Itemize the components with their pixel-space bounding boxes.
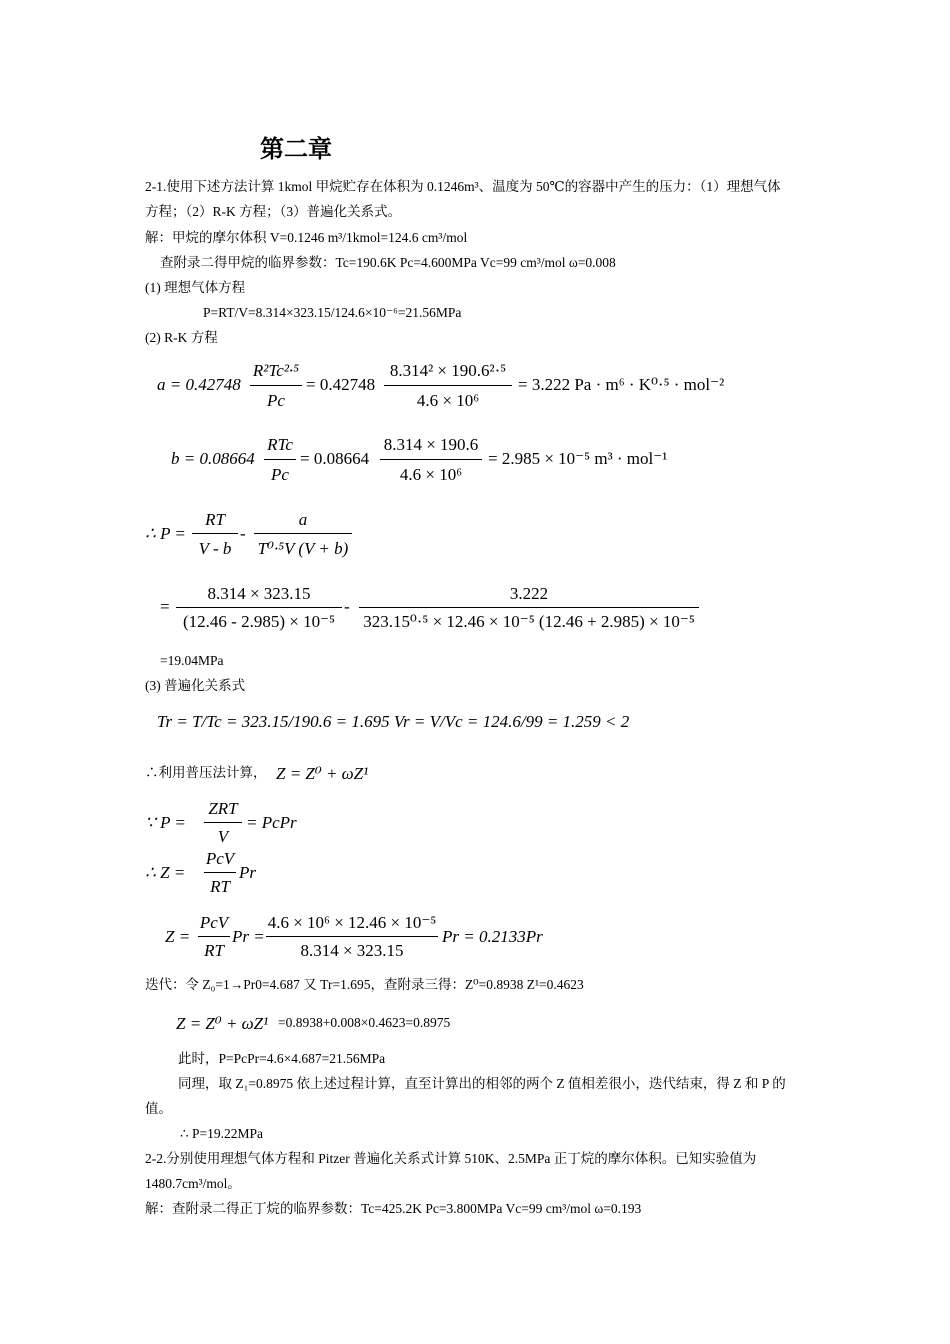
item-ideal-gas: (1) 理想气体方程 <box>145 280 246 295</box>
solution-2-2-critical: 解：查附录二得正丁烷的临界参数：Tc=425.2K Pc=3.800MPa Vc=99 cm³/mol ω=0.193 <box>145 1201 642 1216</box>
eq-b-lhs: b = 0.08664 <box>171 449 255 468</box>
eq-rk-sub-frac2-den: 323.15⁰·⁵ × 12.46 × 10⁻⁵ (12.46 + 2.985) × 10⁻⁵ <box>363 612 695 631</box>
eq-z-line <box>204 872 236 873</box>
problem-2-1-line1: 2-1.使用下述方法计算 1kmol 甲烷贮存在体积为 0.1246m³、温度为 50℃的容器中产生的压力：（1）理想气体 <box>145 179 781 194</box>
final-p: ∴ P=19.22MPa <box>180 1126 263 1141</box>
eq-zn-frac1-num: PcV <box>199 913 229 932</box>
eq-rk-sub-frac1-num: 8.314 × 323.15 <box>207 584 311 603</box>
eq-rk-minus: - <box>240 524 246 543</box>
virial-intro: ∴利用普压法计算， <box>145 765 267 780</box>
eq-rk-frac1-num: RT <box>205 510 225 529</box>
eq-z-num: PcV <box>205 849 235 868</box>
eq-a-frac2-num: 8.314² × 190.6²·⁵ <box>389 361 507 380</box>
problem-2-1-line2: 方程；（2）R-K 方程；（3）普遍化关系式。 <box>145 204 402 219</box>
eq-reduced-params: Tr = T/Tc = 323.15/190.6 = 1.695 Vr = V/Vc = 124.6/99 = 1.259 < 2 <box>157 712 630 731</box>
eq-rk-frac2-den: T⁰·⁵V (V + b) <box>257 539 349 558</box>
eq-p-num: ZRT <box>208 799 238 818</box>
eq-z-calc-rhs: =0.8938+0.008×0.4623=0.8975 <box>278 1015 451 1030</box>
eq-a-frac1-num: R²Tc²·⁵ <box>252 361 300 380</box>
iteration-line: 迭代：令 Z₀=1→Pr0=4.687 又 Tr=1.695，查附录三得：Z⁰=0.8938 Z¹=0.4623 <box>145 977 584 992</box>
item-rk: (2) R-K 方程 <box>145 330 218 345</box>
eq-b-frac1-den: Pc <box>271 465 289 484</box>
item-generalized: (3) 普遍化关系式 <box>145 678 246 693</box>
eq-p-line <box>204 822 242 823</box>
eq-zn-frac1-den: RT <box>204 941 224 960</box>
eq-zn-frac2-num: 4.6 × 10⁶ × 12.46 × 10⁻⁵ <box>267 913 437 932</box>
eq-rk-sub-lhs: = <box>160 597 170 616</box>
eq-a-rhs: = 3.222 Pa · m⁶ · K⁰·⁵ · mol⁻² <box>518 375 725 394</box>
eq-rk-sub-frac2-num: 3.222 <box>509 584 549 603</box>
likewise-line2: 值。 <box>145 1101 172 1116</box>
eq-z-rhs: Pr <box>239 863 256 882</box>
eq-rk-lhs: ∴ P = <box>145 524 186 543</box>
eq-rk-frac2-num: a <box>298 510 308 529</box>
eq-virial: Z = Z⁰ + ωZ¹ <box>276 764 369 783</box>
eq-b-frac1-line <box>264 459 296 460</box>
eq-p-den: V <box>217 827 229 846</box>
likewise-line1: 同理，取 Z₁=0.8975 依上述过程计算，直至计算出的相邻的两个 Z 值相差很小，迭代结束，得 Z 和 P 的 <box>178 1076 786 1091</box>
eq-b-rhs: = 2.985 × 10⁻⁵ m³ · mol⁻¹ <box>488 449 668 468</box>
eq-z-lhs: ∴ Z = <box>145 863 186 882</box>
eq-z-calc-lhs: Z = Z⁰ + ωZ¹ <box>176 1014 269 1033</box>
eq-p-lhs: ∵ P = <box>145 813 186 832</box>
eq-b-frac2-line <box>380 459 482 460</box>
eq-zn-frac2-den: 8.314 × 323.15 <box>300 941 404 960</box>
eq-rk-frac1-line <box>192 533 238 534</box>
eq-zn-lhs: Z = <box>165 927 191 946</box>
eq-b-mid: = 0.08664 <box>300 449 370 468</box>
rk-result: =19.04MPa <box>160 653 224 668</box>
eq-rk-sub-minus: - <box>344 597 350 616</box>
eq-p-rhs: = PcPr <box>246 813 297 832</box>
eq-zn-rhs: Pr = 0.2133Pr <box>442 927 543 946</box>
eq-rk-sub-frac2-line <box>359 607 699 608</box>
ideal-gas-equation: P=RT/V=8.314×323.15/124.6×10⁻⁶=21.56MPa <box>203 305 462 320</box>
eq-z-den: RT <box>210 877 230 896</box>
then-p-line: 此时，P=PcPr=4.6×4.687=21.56MPa <box>178 1051 386 1066</box>
eq-b-frac1-num: RTc <box>267 435 293 454</box>
eq-rk-sub-frac1-den: (12.46 - 2.985) × 10⁻⁵ <box>183 612 335 631</box>
eq-zn-mid: Pr = <box>232 927 265 946</box>
solution-molar-volume: 解：甲烷的摩尔体积 V=0.1246 m³/1kmol=124.6 cm³/mol <box>145 230 468 245</box>
eq-rk-sub-frac1-line <box>176 607 342 608</box>
eq-a-frac2-den: 4.6 × 10⁶ <box>416 391 480 410</box>
eq-zn-frac2-line <box>266 936 438 937</box>
problem-2-2-line2: 1480.7cm³/mol。 <box>145 1176 241 1191</box>
eq-rk-frac2-line <box>254 533 352 534</box>
solution-critical-params: 查附录二得甲烷的临界参数：Tc=190.6K Pc=4.600MPa Vc=99 cm³/mol ω=0.008 <box>160 255 616 270</box>
eq-a-frac2-line <box>384 385 512 386</box>
eq-a-frac1-line <box>250 385 302 386</box>
eq-a-mid: = 0.42748 <box>306 375 376 394</box>
eq-zn-frac1-line <box>198 936 230 937</box>
eq-rk-frac1-den: V - b <box>198 539 232 558</box>
chapter-title: 第二章 <box>260 137 332 163</box>
problem-2-2-line1: 2-2.分别使用理想气体方程和 Pitzer 普遍化关系式计算 510K、2.5MPa 正丁烷的摩尔体积。已知实验值为 <box>145 1151 757 1166</box>
eq-a-frac1-den: Pc <box>267 391 285 410</box>
eq-a-lhs: a = 0.42748 <box>157 375 241 394</box>
eq-b-frac2-den: 4.6 × 10⁶ <box>399 465 463 484</box>
eq-b-frac2-num: 8.314 × 190.6 <box>383 435 479 454</box>
